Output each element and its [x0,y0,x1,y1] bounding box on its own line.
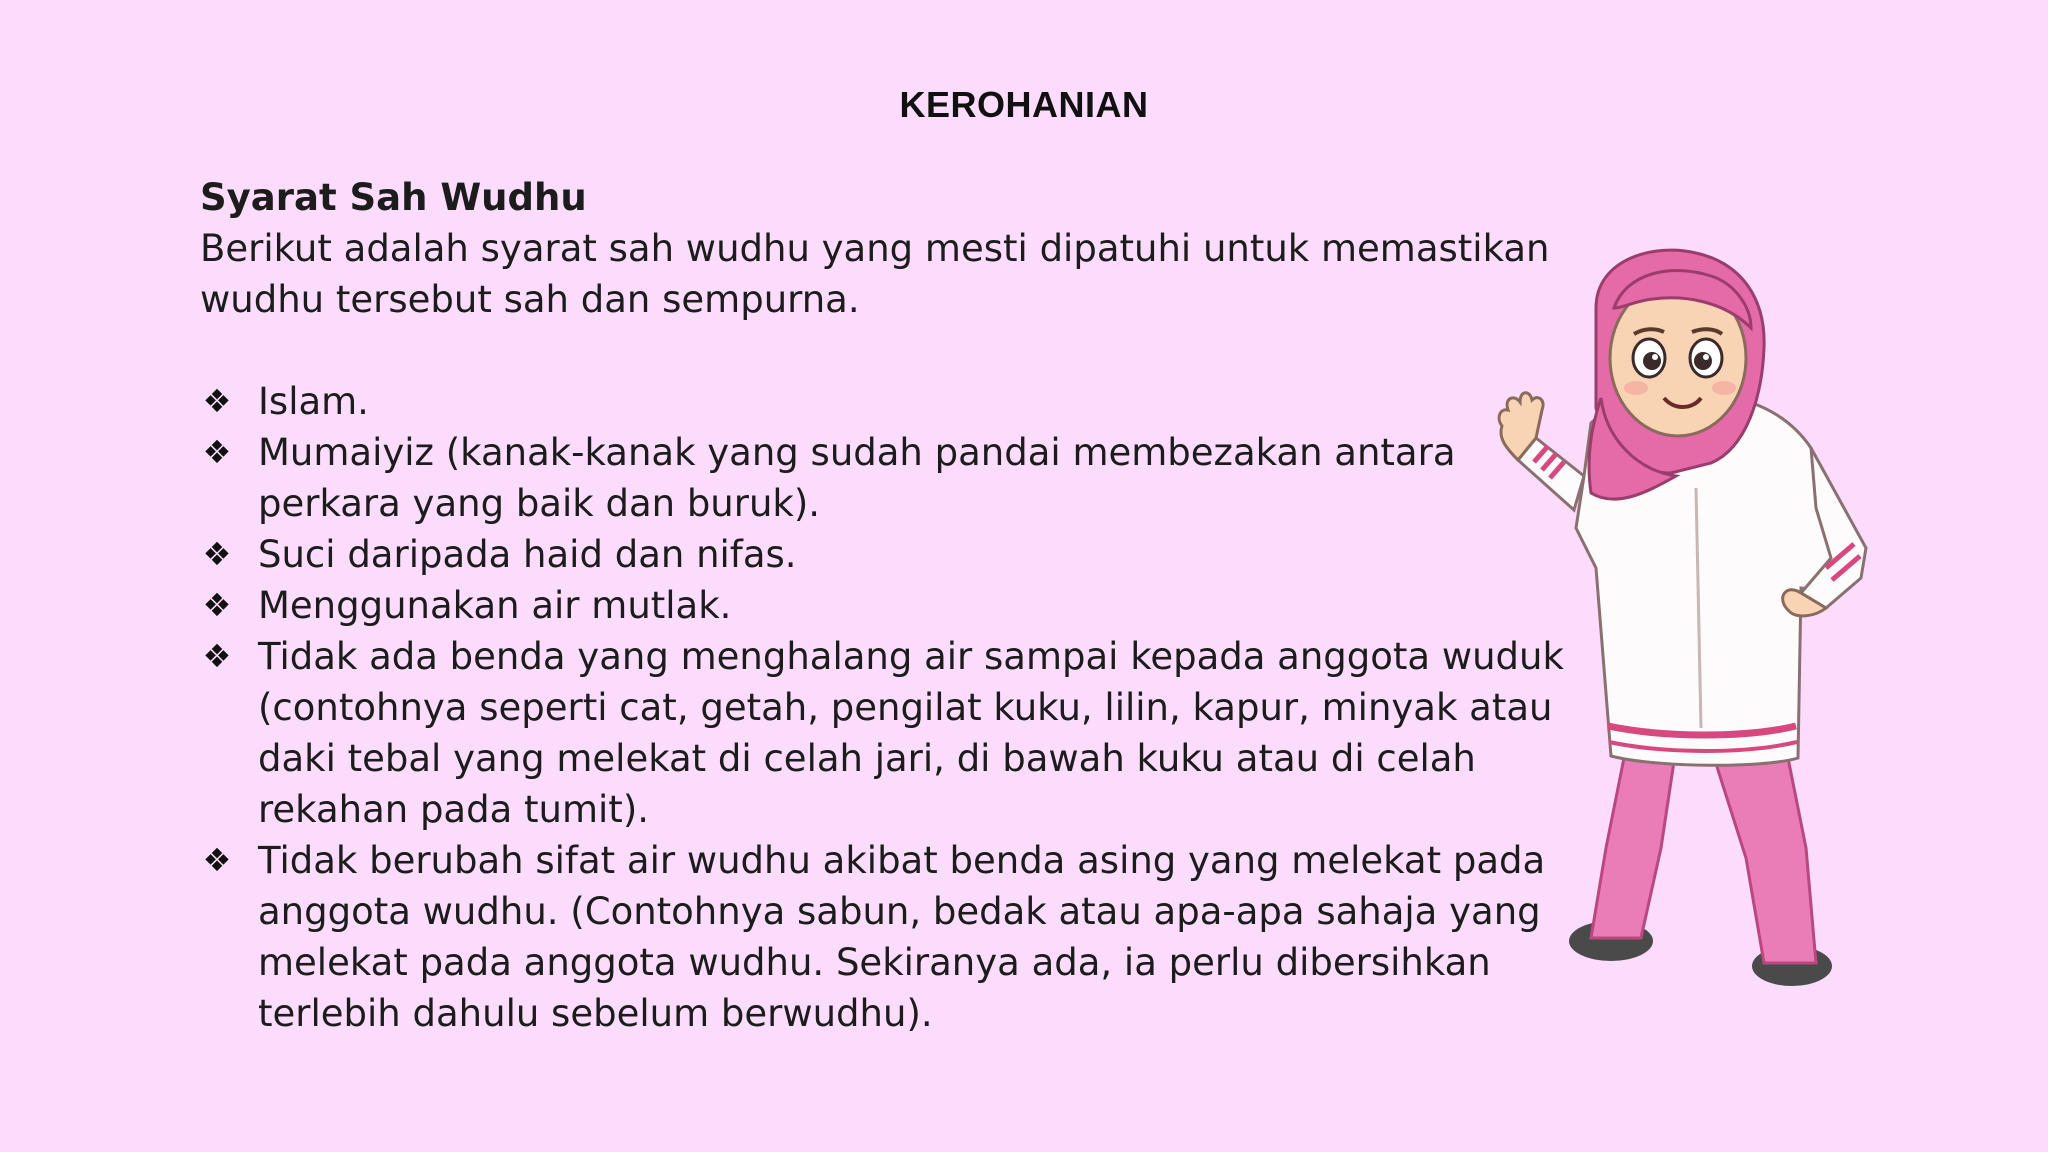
list-item [200,835,1570,1039]
girl-in-hijab-waving-icon [1496,248,1896,998]
list-item [200,631,1570,835]
list-item-text: Suci daripada haid dan nifas. [258,533,797,576]
diamond-bullet-icon: ❖ [202,637,232,675]
list-item [200,376,1570,427]
list-item-text: Menggunakan air mutlak. [258,584,732,627]
list-item-text: Mumaiyiz (kanak-kanak yang sudah pandai membezakan antara perkara yang baik dan buruk). [258,431,1456,525]
list-item-text: Tidak berubah sifat air wudhu akibat benda asing yang melekat pada anggota wudhu. (Contohnya sabun, bedak atau apa-apa sahaja yang melekat pada anggota wudhu. Sekiranya ada, ia perlu dibersihkan terlebih dahulu sebelum berwudhu). [258,839,1546,1035]
list-item-text: Tidak ada benda yang menghalang air sampai kepada anggota wuduk (contohnya seperti cat, getah, pengilat kuku, lilin, kapur, minyak atau daki tebal yang melekat di celah jari, di bawah kuku atau di celah rekahan pada tumit). [258,635,1564,831]
diamond-bullet-icon: ❖ [202,433,232,471]
section-heading: Syarat Sah Wudhu [200,176,587,219]
list-item [200,529,1570,580]
diamond-bullet-icon: ❖ [202,535,232,573]
list-item [200,580,1570,631]
diamond-bullet-icon: ❖ [202,586,232,624]
slide-title: KEROHANIAN [899,84,1149,125]
diamond-bullet-icon: ❖ [202,382,232,420]
diamond-bullet-icon: ❖ [202,841,232,879]
list-item-text: Islam. [258,380,369,423]
list-item [200,427,1570,529]
requirements-list [200,376,1570,1039]
intro-paragraph: Berikut adalah syarat sah wudhu yang mesti dipatuhi untuk memastikan wudhu tersebut sah dan sempurna. [200,227,1550,321]
slide-content [200,172,1570,1039]
